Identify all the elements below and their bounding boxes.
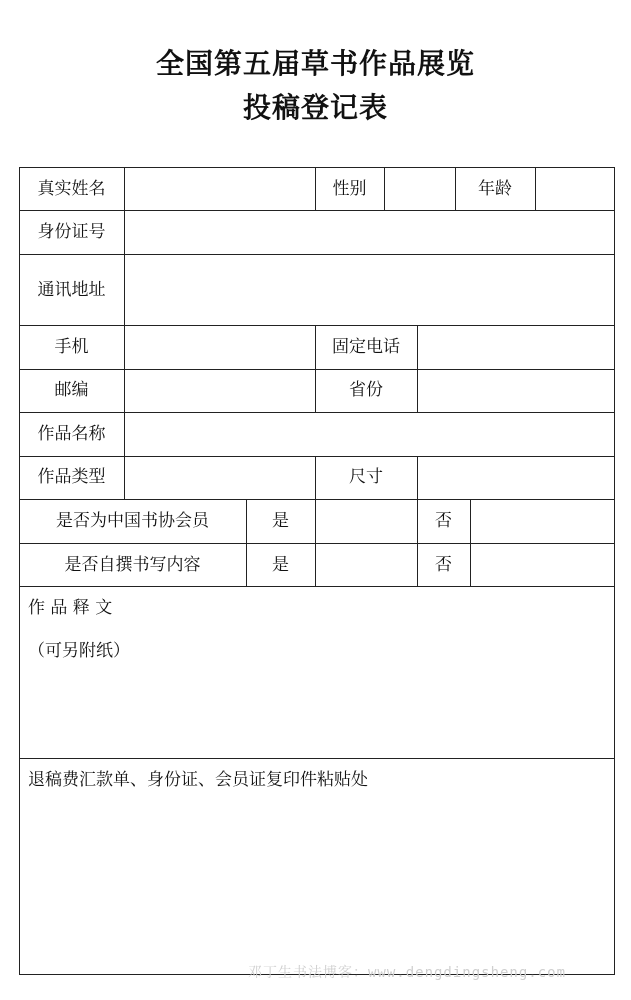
grid-line [417, 456, 418, 499]
grid-line [19, 412, 615, 413]
blog-watermark: 邓丁生书法博客：www.dengdingsheng.com [248, 965, 567, 981]
age-label: 年龄 [478, 179, 512, 199]
grid-line [315, 499, 316, 586]
form-title-line-1: 全国第五届草书作品展览 [155, 47, 475, 80]
grid-line [19, 758, 615, 759]
grid-line [19, 254, 615, 255]
grid-line [614, 167, 615, 974]
interpretation-note: （可另附纸） [28, 641, 130, 661]
mobile-label: 手机 [54, 337, 89, 357]
landline-label: 固定电话 [332, 337, 400, 357]
association-member-yes-label: 是 [272, 511, 289, 531]
form-title-line-2: 投稿登记表 [242, 91, 388, 124]
grid-line [19, 325, 615, 326]
self-composed-yes-label: 是 [272, 555, 289, 575]
grid-line [19, 586, 615, 587]
work-type-label: 作品类型 [37, 467, 106, 487]
grid-line [19, 210, 615, 211]
grid-line [19, 543, 615, 544]
grid-line [19, 369, 615, 370]
grid-line [417, 325, 418, 412]
size-label: 尺寸 [349, 467, 383, 487]
grid-line [19, 499, 615, 500]
gender-label: 性别 [332, 179, 367, 199]
id-number-label: 身份证号 [37, 222, 106, 242]
province-label: 省份 [349, 380, 383, 400]
grid-line [535, 167, 536, 210]
self-composed-label: 是否自撰书写内容 [64, 555, 201, 575]
grid-line [19, 456, 615, 457]
grid-line [124, 167, 125, 499]
association-member-no-label: 否 [435, 511, 452, 531]
postcode-label: 邮编 [54, 380, 89, 400]
real-name-label: 真实姓名 [37, 179, 106, 199]
interpretation-label: 作 品 释 文 [28, 598, 113, 618]
grid-line [19, 167, 615, 168]
grid-line [384, 167, 385, 210]
address-label: 通讯地址 [37, 280, 106, 300]
grid-line [470, 499, 471, 586]
paste-area-label: 退稿费汇款单、身份证、会员证复印件粘贴处 [28, 770, 368, 790]
work-name-label: 作品名称 [37, 424, 106, 444]
self-composed-no-label: 否 [435, 555, 452, 575]
association-member-label: 是否为中国书协会员 [56, 511, 209, 531]
